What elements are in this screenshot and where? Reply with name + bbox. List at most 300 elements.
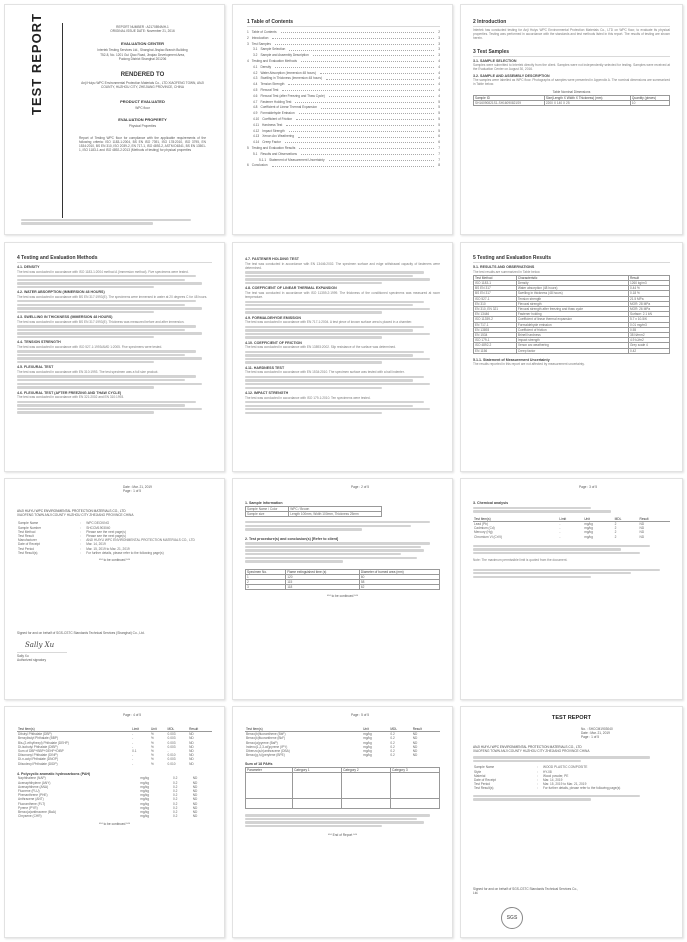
text-line <box>17 408 202 410</box>
sgs2-sample-row-cell: WPC / Brown <box>289 506 381 511</box>
report-page-methods-continued <box>232 242 453 472</box>
tr-field-key: Material <box>474 773 486 778</box>
methods-body <box>17 255 212 415</box>
sgs3-row-cell: Mercury (Hg) <box>474 530 493 535</box>
toc-entry[interactable] <box>247 59 440 63</box>
sgs3-head-mdl: MDL <box>614 517 639 522</box>
sgs5-row-cell: Dibenzo(a,h)anthracene (DBA) <box>246 749 290 754</box>
toc-entry[interactable] <box>247 30 440 34</box>
tr-number: No. : SHCCM1903040 <box>581 727 613 731</box>
sgs5-row-cell: ND <box>412 740 418 745</box>
toc-title: Water Absorption (Immersion 48 hours) <box>260 70 316 75</box>
sgs2-continued: *** to be continued *** <box>326 594 358 599</box>
toc-leader <box>282 88 434 91</box>
toc-page: 5 <box>438 111 440 116</box>
results-row-cell: MOR: 28 MPa <box>628 301 669 306</box>
sgs2-test-title: 2. Test procedure(s) and conclusion(s) [Refer to client] <box>245 536 339 541</box>
text-line <box>17 329 185 331</box>
toc-entry[interactable] <box>247 163 440 167</box>
text-line <box>245 282 382 284</box>
eval-center-heading: EVALUATION CENTER <box>121 41 164 47</box>
sgs4-pah-row-cell: ND <box>192 814 198 819</box>
dim-head-id: Sample ID <box>474 95 545 100</box>
method2-text: The test was conducted in accordance with EN 13446:2002. The specimen surface and edge withdrawal capacity of fasteners were determined. <box>245 261 440 270</box>
sgs4-row-cell: ND <box>189 761 194 766</box>
sgs3-header <box>579 485 597 489</box>
method2-heading: 4.7. FASTENER HOLDING TEST <box>245 257 299 261</box>
sgs3-row-cell: - <box>559 534 561 539</box>
sgs-sign-name: Sally Xu <box>17 654 29 659</box>
cover-body <box>75 25 210 153</box>
dimensions-table <box>473 95 670 106</box>
toc-entry[interactable] <box>247 88 440 92</box>
tr-title: TEST REPORT <box>551 715 592 721</box>
toc-entry[interactable] <box>247 129 440 133</box>
toc-page: 3 <box>438 35 440 40</box>
eval-prop-heading: EVALUATION PROPERTY <box>118 116 167 122</box>
description-title: 3.2. SAMPLE AND ASSEMBLY DESCRIPTION <box>473 73 550 78</box>
sgs3-row-cell: - <box>559 526 561 531</box>
toc-leader <box>329 94 434 97</box>
toc-title: Conclusion <box>251 163 268 168</box>
method-heading: 4.3. SWELLING IN THICKNESS (IMMERSION 48 HOURS) <box>17 315 113 320</box>
toc-leader <box>299 111 435 114</box>
sgs2-result-row-cell: 120 <box>286 574 360 579</box>
results-row-cell: ISO 4892-2 <box>474 343 517 348</box>
sgs-page: Page : 1 of 5 <box>123 489 142 493</box>
toc-entry[interactable] <box>247 42 440 46</box>
sgs-field-key: Date of Receipt <box>18 542 40 547</box>
tr-field-key: Test Result(s) <box>474 786 494 791</box>
text-line <box>245 408 430 410</box>
sgs4-head-unit: Unit <box>150 727 167 732</box>
toc-entry-label <box>247 117 292 121</box>
sgs2-result-row-cell: 1 <box>246 574 286 579</box>
toc-title: Testing and Evaluation Methods <box>251 58 297 63</box>
toc-leader <box>298 134 434 137</box>
toc-list <box>247 30 440 168</box>
text-line <box>245 304 413 306</box>
toc-entry[interactable] <box>247 36 440 40</box>
text-line <box>245 275 413 277</box>
toc-page: 4 <box>438 70 440 75</box>
sgs5-row-cell: ND <box>412 749 418 754</box>
method2-text: The test was conducted in accordance with ISO 11359-2:1999. The thickness of the conditioned specimens was measured at room temperature. <box>245 290 440 300</box>
sgs4-row-cell: ND <box>189 753 194 758</box>
sgs4-row-cell: % <box>150 736 154 741</box>
method-text: The test was conducted in accordance with ISO 527-1:1993/AMD 1:2005. Five specimens were tested. <box>17 344 163 349</box>
tr-field-value: HY-08 <box>542 769 552 774</box>
sgs3-table <box>473 517 670 539</box>
sgs4-pah-row-cell: mg/kg <box>140 814 149 819</box>
toc-title: Testing and Evaluation Results <box>251 145 296 150</box>
toc-page: 5 <box>438 122 440 127</box>
sgs-field-value: Please see the next page(s) <box>86 529 126 534</box>
toc-entry[interactable] <box>247 76 440 80</box>
sgs3-head-result: Result <box>639 517 670 522</box>
toc-page: 5 <box>438 99 440 104</box>
toc-number: 4.10 <box>253 116 260 121</box>
sgs-signature-block <box>17 631 164 663</box>
results-row-cell: BS EN 317 <box>474 286 517 291</box>
sgs4-continued: *** to be continued *** <box>98 822 130 827</box>
dim-cell-size: 2200 X 140 X 25 <box>544 101 630 106</box>
toc-entry[interactable] <box>247 105 440 109</box>
sgs3-row <box>473 535 670 539</box>
toc-entry[interactable] <box>247 158 440 162</box>
summary-text: Report of Testing WPC floor for compliance with the applicable requirements of the following criteria: ISO 1183-1:2004, BS EN ISO 7391, ISO 178:2010, ISO 3795, EN 1534:2010, BS EN 310, ISO 2039-2, EN 717-1, ISO 4892-2, ASTM D6341, BS EN 13501-1, ISO 1183-1 and ISO 4892-2:2013 (Methods of testing) for physical properties <box>79 135 206 153</box>
toc-number: 5 <box>247 145 249 150</box>
text-line <box>245 329 413 331</box>
sgs5-row-cell: mg/kg <box>363 749 372 754</box>
sgs4-row-cell: Di-n-octyl Phthalate (DNOP) <box>18 757 59 762</box>
results-row-cell: EN 310 <box>474 301 517 306</box>
sgs-field-value: Mar. 15, 2019 to Mar. 21, 2019 <box>86 546 130 551</box>
sgs-field <box>17 551 212 555</box>
toc-entry-label <box>247 129 285 133</box>
sgs5-end: *** End of Report *** <box>328 833 357 838</box>
results-row-cell: EN 13893 <box>474 327 517 332</box>
sgs3-row-cell: Cadmium (Cd) <box>474 526 495 531</box>
sgs5-row-cell: 0.2 <box>390 749 395 754</box>
sgs2-result-row-cell: 58 <box>359 580 439 585</box>
sgs4-pah-row-cell: ND <box>192 805 198 810</box>
toc-number: 5.1.1 <box>259 157 267 162</box>
sgs4-pah-row-cell: Fluorene (FLU) <box>18 789 40 794</box>
sgs4-head-item: Test Item(s) <box>17 727 131 732</box>
toc-leader <box>329 158 435 161</box>
product-value: WPC floor <box>135 106 150 111</box>
sgs3-row-cell: 2 <box>614 530 617 535</box>
method2-heading: 4.9. FORMALDEHYDE EMISSION <box>245 315 301 320</box>
toc-title: Flexural Test (after Freezing and Thaw Cycle) <box>260 93 325 98</box>
sgs5-box-head-cat3: Category 3 <box>391 768 440 773</box>
toc-entry[interactable] <box>247 47 440 51</box>
results-row-cell: Flexural strength after freezing and thaw cycle <box>516 307 628 312</box>
sgs5-row-cell: ND <box>412 744 418 749</box>
results-row-cell: Flexural strength <box>516 301 628 306</box>
sgs-field-value: Mar. 14, 2019 <box>86 542 106 547</box>
tr-address: XIAOFENG TOWN ANJI COUNTY HUZHOU CITY ZHEJIANG PROVINCE CHINA <box>473 749 590 754</box>
toc-entry[interactable] <box>247 117 440 121</box>
toc-entry[interactable] <box>247 82 440 86</box>
toc-number: 4.12 <box>253 128 260 133</box>
sgs5-row-cell: 0.2 <box>390 744 395 749</box>
eval-prop-value: Physical Properties <box>128 123 157 128</box>
toc-leader <box>296 117 434 120</box>
sgs4-row-cell: Benzylbutyl Phthalate (BBP) <box>18 736 59 741</box>
sgs4-pah-row-cell: 0.2 <box>173 776 178 781</box>
field-separator: : <box>80 542 82 547</box>
sgs5-row-cell: Benzo(a)pyrene (BaP) <box>246 740 278 745</box>
toc-leader <box>295 100 434 103</box>
sgs4-row-cell: 0.003 <box>167 732 176 737</box>
text-line <box>245 354 413 356</box>
sgs-summary-body <box>17 509 212 562</box>
results-row-cell: EN 1534 <box>474 333 517 338</box>
sgs3-row-cell: Chromium VI (CrVI) <box>474 534 502 539</box>
toc-page: 4 <box>438 64 440 69</box>
toc-leader <box>299 146 434 149</box>
toc-page: 4 <box>438 58 440 63</box>
sgs4-pah-row-cell: ND <box>192 789 198 794</box>
results-row-cell: 21.5 MPa <box>628 296 669 301</box>
toc-page: 7 <box>438 145 440 150</box>
toc-entry[interactable] <box>247 53 440 57</box>
sgs2-head-diam: Diameter of burned area (mm) <box>359 569 439 574</box>
sgs4-pah-row-cell: Chrysene (CHR) <box>18 814 42 819</box>
sgs4-row-cell: 0.1 <box>132 749 137 754</box>
sgs4-row-cell: % <box>150 744 154 749</box>
text-line <box>17 332 202 334</box>
sgs4-body <box>17 727 212 827</box>
text-line <box>17 357 202 359</box>
sgs3-row-cell: 2 <box>614 526 617 531</box>
toc-title: Creep Factor <box>262 140 281 145</box>
toc-entry[interactable] <box>247 94 440 98</box>
sgs4-row-cell: 0.003 <box>167 736 176 741</box>
sgs5-row <box>245 753 440 757</box>
sgs3-row-cell: mg/kg <box>584 534 593 539</box>
field-separator: : <box>80 550 82 555</box>
text-line <box>17 325 196 327</box>
sgs2-sample-row <box>246 511 382 516</box>
sgs-stamp <box>501 907 523 929</box>
report-number: REPORT NUMBER : A2170894MH-1 <box>116 25 169 29</box>
report-page-methods <box>4 242 225 472</box>
sgs5-row-cell: 0.2 <box>390 740 395 745</box>
results-row-cell: Formaldehyde emission <box>516 322 628 327</box>
toc-leader <box>286 123 434 126</box>
tr-client: ANJI HUIYU WPC ENVIRONMENTAL PROTECTION MATERIALS CO., LTD <box>473 745 582 749</box>
sgs4-head-mdl: MDL <box>167 727 189 732</box>
sgs4-pah-row-cell: Naphthalene (NAP) <box>18 776 46 781</box>
sgs4-pah-row-cell: ND <box>192 793 198 798</box>
toc-title: Density <box>260 64 272 69</box>
text-line <box>17 350 196 352</box>
toc-entry[interactable] <box>247 134 440 138</box>
sgs5-row-cell: 0.2 <box>390 736 395 741</box>
toc-entry[interactable] <box>247 111 440 115</box>
toc-entry[interactable] <box>247 146 440 150</box>
sgs4-pah-row-cell: Pyrene (PYR) <box>18 805 38 810</box>
toc-leader <box>285 140 434 143</box>
dim-head-size: Size(Length X Width X Thickness) (mm) <box>544 95 630 100</box>
toc-title: Tension Strength <box>260 82 285 87</box>
uncert-text: The results reported in this report are not affected by measurement uncertainty. <box>473 362 585 367</box>
toc-entry-label <box>247 140 281 144</box>
sgs4-row-cell: ND <box>189 736 194 741</box>
sgs-sign-role: Authorized signatory <box>17 658 47 663</box>
dim-cell-id: SH16090821S1-SH16090821S9 <box>474 101 545 106</box>
field-separator: : <box>80 538 82 543</box>
toc-number: 4.14 <box>253 140 260 145</box>
sgs4-row-cell: 0.010 <box>167 753 176 758</box>
sgs-field-value: SHCCM1903040 <box>86 525 111 530</box>
toc-number: 4 <box>247 58 249 63</box>
sgs2-header <box>351 485 369 489</box>
toc-number: 4.6 <box>253 93 258 98</box>
tr-meta <box>581 727 613 740</box>
results-row-cell: 5.7 x 10-5/K <box>628 317 669 322</box>
toc-number: 4.2 <box>253 70 258 75</box>
client-address: Anji Huiyu WPC Environmental Protection Materials Co., LTD XIAOFENG TOWN, ANJI COUNTY, HUZHOU CITY, ZHEJIANG PROVINCE, CHINA <box>81 81 204 90</box>
results-row-cell: EN 310, EN 321 <box>474 307 517 312</box>
sgs4-row-cell: % <box>150 740 154 745</box>
results-row-cell: 0.18 % <box>628 291 669 296</box>
sgs4-pah-row-cell: Acenaphthylene (ANY) <box>18 780 51 785</box>
toc-entry[interactable] <box>247 71 440 75</box>
intro-text: Intertek has conducted testing for Anji Huiyu WPC Environmental Protection Materials Co., LTD on WPC floor, to evaluate its physical properties. Testing was performed in accordance with the standards and test methods listed in this report. The results of testing are shown herein. <box>473 28 670 41</box>
report-page-sgs-5 <box>232 706 453 938</box>
sgs-date: Date : Mar. 21, 2019 <box>123 485 152 489</box>
handwritten-signature: Sally Xu <box>25 641 55 650</box>
sgs-field-key: Test Result(s) <box>18 550 38 555</box>
sgs-fields <box>17 521 212 555</box>
sgs-continued: *** to be continued *** <box>98 558 130 563</box>
text-line <box>17 307 202 309</box>
toc-number: 5.1 <box>253 151 258 156</box>
toc-leader <box>275 65 434 68</box>
tr-field-value: Wood powder, PE <box>542 773 569 778</box>
tr-field-key: Date of Receipt <box>474 777 496 782</box>
eval-center-address: Intertek Testing Services Ltd., Shanghai Jinqiao Branch Building T52-8, No. 1201 Gui Qiao Road, Jinqiao Development Area, Pudong District Shanghai 201206 <box>97 48 188 61</box>
sgs2-result-row-cell: 3 <box>246 585 286 590</box>
sgs4-pah-row-cell: 0.2 <box>173 780 178 785</box>
sgs4-row-cell: Sum of DBP+BBP+DEHP+DIBP <box>18 749 64 754</box>
sgs2-results-table <box>245 569 440 591</box>
results-row-cell: EN 717-1 <box>474 322 517 327</box>
toc-number: 1 <box>247 30 249 34</box>
method2-heading: 4.12. IMPACT STRENGTH <box>245 390 289 395</box>
sgs4-row-cell: Diisodecyl Phthalate (DIDP) <box>18 761 58 766</box>
text-line <box>17 275 196 277</box>
results-row-cell: 0.01 mg/m3 <box>628 322 669 327</box>
toc-leader <box>326 76 434 79</box>
toc-title: Statement of Measurement Uncertainty <box>269 157 325 162</box>
sgs2-sample-row-cell: Length 100mm, Width 100mm, Thickness 25mm <box>289 511 381 516</box>
toc-entry-label <box>247 100 291 104</box>
sgs5-body <box>245 727 440 838</box>
results-note: The test results are summarized in Table below. <box>473 269 541 274</box>
text-line <box>245 401 424 403</box>
results-row-cell: 0.44 % <box>628 286 669 291</box>
results-title: 5 Testing and Evaluation Results <box>473 255 551 261</box>
issue-date: ORIGINAL ISSUE DATE: November 21, 2016 <box>110 29 175 34</box>
toc-entry[interactable] <box>247 152 440 156</box>
report-page-sgs-summary <box>4 478 225 700</box>
sgs2-result-row-cell: 118 <box>286 585 360 590</box>
toc-entry[interactable] <box>247 140 440 144</box>
results-row-cell: Tension strength <box>516 296 628 301</box>
toc-entry-label <box>247 134 294 138</box>
toc-number: 2 <box>247 35 249 40</box>
report-page-sgs-cover <box>460 706 683 938</box>
sgs4-row-cell: - <box>167 749 169 754</box>
toc-title: Sample Selection <box>260 47 286 52</box>
toc-entry-label <box>247 152 297 156</box>
results-row-cell: EN 13446 <box>474 312 517 317</box>
results-row-cell: Fastener holding <box>516 312 628 317</box>
text-line <box>245 412 382 414</box>
toc-number: 4.5 <box>253 87 258 92</box>
toc-number: 4.11 <box>253 122 259 127</box>
sgs4-pah-row-cell: Acenaphthene (ANA) <box>18 784 49 789</box>
field-separator: : <box>537 765 538 770</box>
toc-entry-label <box>247 71 316 75</box>
toc-page: 3 <box>438 53 440 58</box>
sgs4-row-cell: % <box>150 749 154 754</box>
results-body <box>473 255 670 368</box>
sgs4-row-cell: 0.003 <box>167 744 176 749</box>
toc-page: 7 <box>438 157 440 162</box>
text-line <box>17 279 185 281</box>
results-row-cell: Xenon arc weathering <box>516 343 628 348</box>
toc-number: 4.4 <box>253 82 258 87</box>
toc-leader <box>313 53 434 56</box>
text-line <box>17 311 154 313</box>
toc-entry[interactable] <box>247 65 440 69</box>
toc-leader <box>301 152 434 155</box>
toc-title: Introduction <box>251 35 269 40</box>
toc-entry-label <box>247 76 322 80</box>
sgs4-phthalate-table <box>17 727 212 766</box>
sgs5-row-cell: 0.2 <box>390 753 395 758</box>
sgs4-pah-row-cell: mg/kg <box>140 805 149 810</box>
toc-entry-label <box>247 163 268 167</box>
toc-title: 1 Table of Contents <box>247 19 294 25</box>
sgs2-head-spec: Specimen No. <box>246 569 286 574</box>
tr-body <box>473 745 670 802</box>
toc-title: Swelling in Thickness (Immersion 48 hours) <box>260 76 323 81</box>
text-line <box>17 336 154 338</box>
text-line <box>17 411 154 413</box>
toc-page: 5 <box>438 105 440 110</box>
tr-field-value: For further details, please refer to the following page(s) <box>542 786 621 791</box>
sgs4-row-cell: 0.010 <box>167 761 176 766</box>
results-row-cell: 4.9 kJ/m2 <box>628 338 669 343</box>
sgs5-row-cell: Benzo(g,h,i)perylene (BPE) <box>246 753 285 758</box>
toc-page: 3 <box>438 41 440 46</box>
sgs4-pah-row-cell: 0.2 <box>173 797 178 802</box>
field-separator: : <box>537 782 538 787</box>
report-page-cover <box>4 4 225 235</box>
toc-entry[interactable] <box>247 123 440 127</box>
toc-entry-label <box>247 65 271 69</box>
sgs3-row-cell: ND <box>639 521 645 526</box>
toc-title: Xenon Arc Weathering <box>262 134 295 139</box>
field-separator: : <box>537 773 538 778</box>
sgs-field-key: Test Method <box>18 529 36 534</box>
sgs3-row-cell: - <box>559 521 561 526</box>
toc-leader <box>289 129 434 132</box>
methods2-list <box>245 257 440 414</box>
sgs5-row-cell: mg/kg <box>363 732 372 737</box>
toc-number: 4.7 <box>253 99 258 104</box>
toc-number: 4.13 <box>253 134 260 139</box>
toc-entry-label <box>247 105 317 109</box>
text-line <box>17 386 154 388</box>
sgs-field-value: Please see the next page(s) <box>86 534 126 539</box>
toc-entry[interactable] <box>247 100 440 104</box>
method2-text: The test was conducted in accordance with EN 13893:2002. Slip resistance of the surface was determined. <box>245 345 396 350</box>
toc-entry-label <box>247 88 278 92</box>
sgs5-row-cell: 0.2 <box>390 732 395 737</box>
results-row-cell: Water absorption (48 hours) <box>516 286 628 291</box>
sgs4-row-cell: ND <box>189 749 194 754</box>
cover-footer <box>21 218 210 226</box>
sgs3-row-cell: ND <box>639 530 645 535</box>
